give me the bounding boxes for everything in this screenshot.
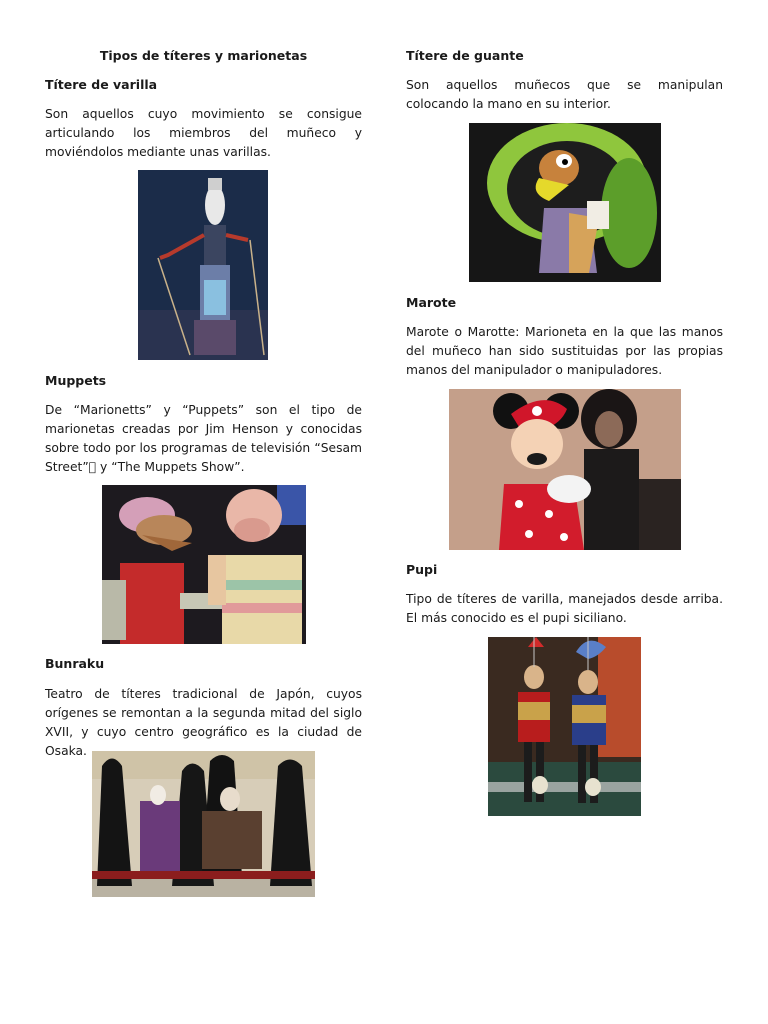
heading-marote: Marote [406, 295, 457, 310]
photo-muppets [102, 485, 306, 644]
paragraph-marote: Marote o Marotte: Marioneta en la que las manos del muñeco han sido sustituidas por las propias manos del manipulador o manipuladores. [406, 325, 723, 377]
page-title: Tipos de títeres y marionetas [99, 48, 308, 63]
heading-guante: Títere de guante [406, 48, 524, 63]
heading-pupi: Pupi [406, 562, 438, 577]
heading-muppets: Muppets [45, 373, 107, 388]
paragraph-guante: Son aquellos muñecos que se manipulan colocando la mano en su interior. [406, 78, 723, 111]
paragraph-muppets: De “Marionetts” y “Puppets” son el tipo de marionetas creadas por Jim Henson y conocidas sobre todo por los programas de televisión “Sesam Street”  y “The Muppets Show”. [45, 403, 362, 474]
heading-bunraku: Bunraku [45, 656, 105, 671]
paragraph-pupi: Tipo de títeres de varilla, manejados desde arriba. El más conocido es el pupi siciliano. [406, 592, 723, 625]
heading-varilla: Títere de varilla [45, 77, 158, 92]
paragraph-bunraku: Teatro de títeres tradicional de Japón, cuyos orígenes se remontan a la segunda mitad del siglo XVII, y cuyo centro geográfico es la ciudad de Osaka. [45, 687, 362, 758]
photo-pupi [488, 637, 641, 816]
photo-bunraku [92, 751, 315, 897]
photo-marote [449, 389, 681, 550]
photo-glove-puppet [469, 123, 661, 282]
paragraph-varilla: Son aquellos cuyo movimiento se consigue articulando los miembros del muñeco y moviéndolos mediante unas varillas. [45, 107, 362, 159]
photo-rod-puppet [138, 170, 268, 360]
